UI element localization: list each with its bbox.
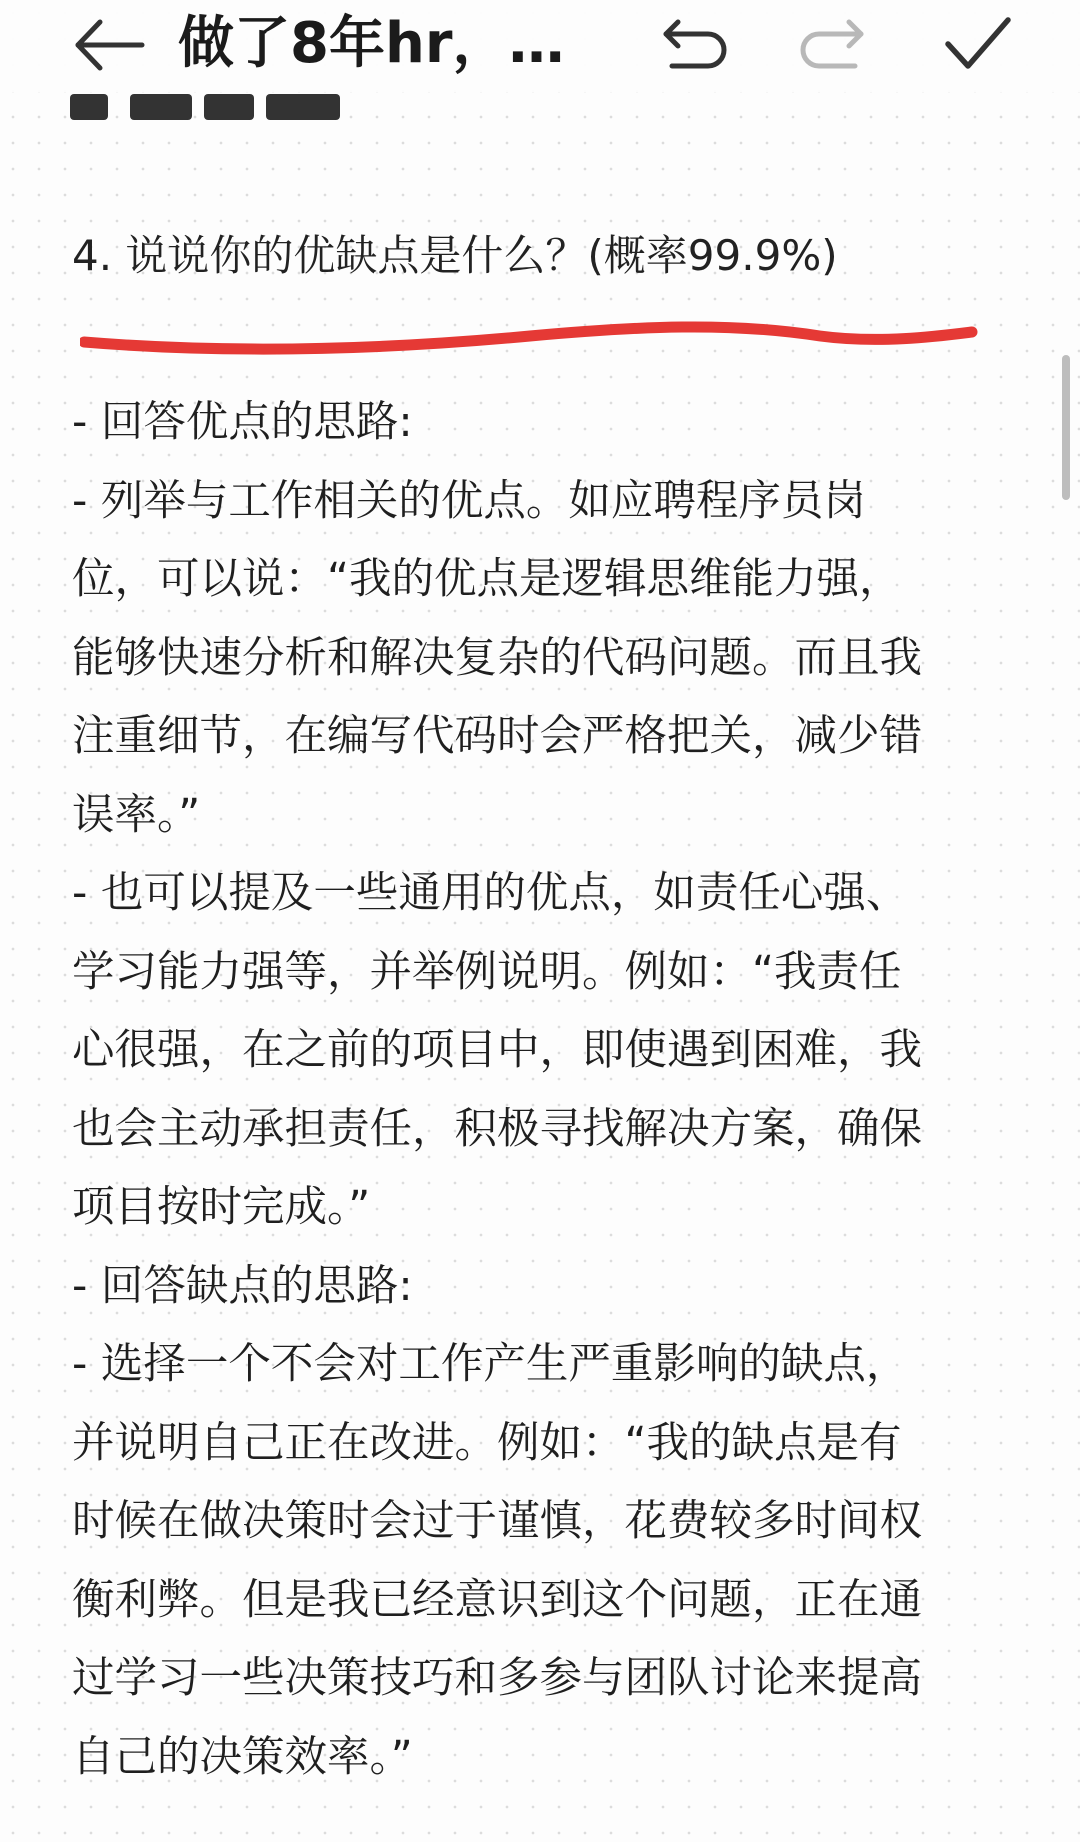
body-line: - 回答缺点的思路: xyxy=(72,1261,413,1311)
question-heading: 4. 说说你的优缺点是什么？(概率99.9%) xyxy=(72,231,838,280)
body-line: 误率。” xyxy=(72,790,201,840)
redo-button[interactable] xyxy=(795,10,875,80)
body-line: 时候在做决策时会过于谨慎，花费较多时间权 xyxy=(72,1497,923,1546)
redo-icon xyxy=(795,10,875,80)
clipped-text-line xyxy=(70,94,370,122)
body-line: 心很强，在之前的项目中，即使遇到困难，我 xyxy=(72,1026,923,1075)
body-line: 项目按时完成。” xyxy=(72,1183,371,1232)
undo-icon xyxy=(652,10,732,80)
body-line: 自己的决策效率。” xyxy=(72,1732,413,1782)
back-button[interactable] xyxy=(70,10,150,80)
body-line: - 也可以提及一些通用的优点，如责任心强、 xyxy=(72,869,909,918)
done-button[interactable] xyxy=(940,8,1016,80)
body-line: 学习能力强等，并举例说明。例如：“我责任 xyxy=(72,947,902,997)
check-icon xyxy=(940,8,1016,80)
body-line: - 列举与工作相关的优点。如应聘程序员岗 xyxy=(72,476,866,526)
undo-button[interactable] xyxy=(652,10,732,80)
note-body[interactable] xyxy=(72,384,1002,1797)
scrollbar-thumb[interactable] xyxy=(1062,355,1070,500)
body-line: - 回答优点的思路: xyxy=(72,398,413,447)
note-title: 做了8年hr，… xyxy=(178,11,565,76)
red-underline-mark xyxy=(80,310,980,360)
body-line: - 选择一个不会对工作产生严重影响的缺点， xyxy=(72,1340,909,1389)
body-line: 能够快速分析和解决复杂的代码问题。而且我 xyxy=(72,633,923,683)
body-line: 过学习一些决策技巧和多参与团队讨论来提高 xyxy=(72,1654,923,1703)
body-line: 也会主动承担责任，积极寻找解决方案，确保 xyxy=(72,1104,923,1154)
body-line: 位，可以说：“我的优点是逻辑思维能力强， xyxy=(72,555,902,604)
top-toolbar xyxy=(0,0,1080,92)
body-line: 并说明自己正在改进。例如：“我的缺点是有 xyxy=(72,1418,902,1468)
arrow-left-icon xyxy=(70,10,150,80)
body-line: 注重细节，在编写代码时会严格把关，减少错 xyxy=(72,712,923,761)
body-line: 衡利弊。但是我已经意识到这个问题，正在通 xyxy=(72,1575,923,1625)
